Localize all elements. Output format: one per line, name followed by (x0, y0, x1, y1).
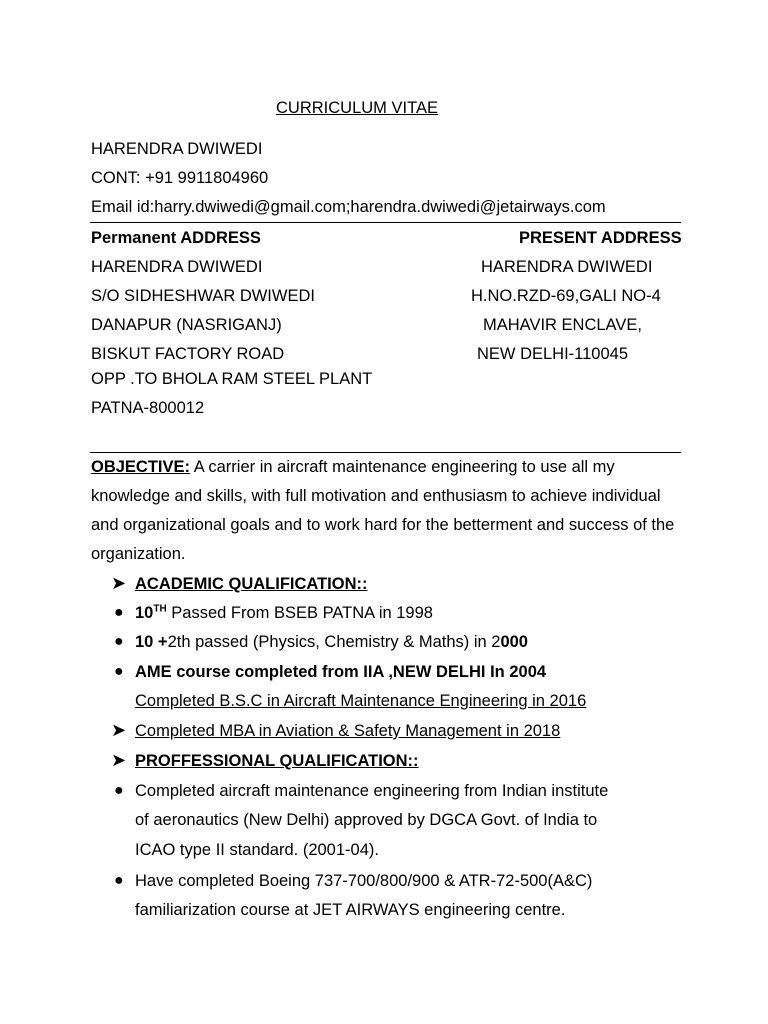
permanent-address-line: S/O SIDHESHWAR DWIWEDI (91, 287, 315, 305)
academic-item-12th: 10 +2th passed (Physics, Chemistry & Maths) in 2000 (135, 633, 528, 651)
professional-item-line: familiarization course at JET AIRWAYS engineering centre. (135, 901, 566, 919)
permanent-address-line: BISKUT FACTORY ROAD (91, 345, 285, 363)
arrow-bullet-icon: ➤ (111, 750, 127, 770)
present-address-line: HARENDRA DWIWEDI (481, 258, 653, 276)
dot-bullet-icon: ● (114, 633, 124, 650)
professional-item-line: ICAO type II standard. (2001-04). (135, 841, 379, 859)
dot-bullet-icon: ● (114, 663, 124, 680)
cv-title: CURRICULUM VITAE (276, 99, 438, 117)
professional-item-line: Completed aircraft maintenance engineering from Indian institute (135, 782, 609, 800)
objective-paragraph (91, 453, 691, 569)
dot-bullet-icon: ● (114, 872, 124, 889)
academic-heading: ACADEMIC QUALIFICATION:: (135, 575, 368, 593)
present-address-heading: PRESENT ADDRESS (519, 229, 682, 247)
academic-item-ame: AME course completed from IIA ,NEW DELHI In 2004 (135, 663, 547, 681)
arrow-bullet-icon: ➤ (111, 720, 127, 740)
present-address-line: H.NO.RZD-69,GALI NO-4 (471, 287, 661, 305)
contact-email: Email id:harry.dwiwedi@gmail.com;harendra.dwiwedi@jetairways.com (91, 198, 606, 216)
academic-item-bsc: Completed B.S.C in Aircraft Maintenance Engineering in 2016 (135, 692, 587, 710)
permanent-address-line: OPP .TO BHOLA RAM STEEL PLANT (91, 370, 373, 388)
objective-label: OBJECTIVE: (91, 458, 191, 476)
permanent-address-line: DANAPUR (NASRIGANJ) (91, 316, 282, 334)
contact-phone: CONT: +91 9911804960 (91, 169, 269, 187)
present-address-line: NEW DELHI-110045 (477, 345, 629, 363)
professional-item-line: of aeronautics (New Delhi) approved by DGCA Govt. of India to (135, 811, 598, 829)
present-address-line: MAHAVIR ENCLAVE, (483, 316, 642, 334)
professional-item-line: Have completed Boeing 737-700/800/900 & ATR-72-500(A&C) (135, 872, 593, 890)
contact-name: HARENDRA DWIWEDI (91, 140, 263, 158)
permanent-address-line: HARENDRA DWIWEDI (91, 258, 263, 276)
academic-item-10th: 10TH Passed From BSEB PATNA in 1998 (135, 603, 433, 622)
dot-bullet-icon: ● (114, 604, 124, 621)
permanent-address-line: PATNA-800012 (91, 399, 205, 417)
professional-heading: PROFFESSIONAL QUALIFICATION:: (135, 752, 419, 770)
rule-top (90, 222, 681, 223)
objective-text: A carrier in aircraft maintenance engineering to use all my knowledge and skills, with full motivation and enthusiasm to achieve individual and organizational goals and to work hard for the betterment and success of the organization. (91, 458, 675, 563)
dot-bullet-icon: ● (114, 782, 124, 799)
permanent-address-heading: Permanent ADDRESS (91, 229, 261, 247)
academic-item-mba: Completed MBA in Aviation & Safety Management in 2018 (135, 722, 561, 740)
arrow-bullet-icon: ➤ (111, 573, 127, 593)
